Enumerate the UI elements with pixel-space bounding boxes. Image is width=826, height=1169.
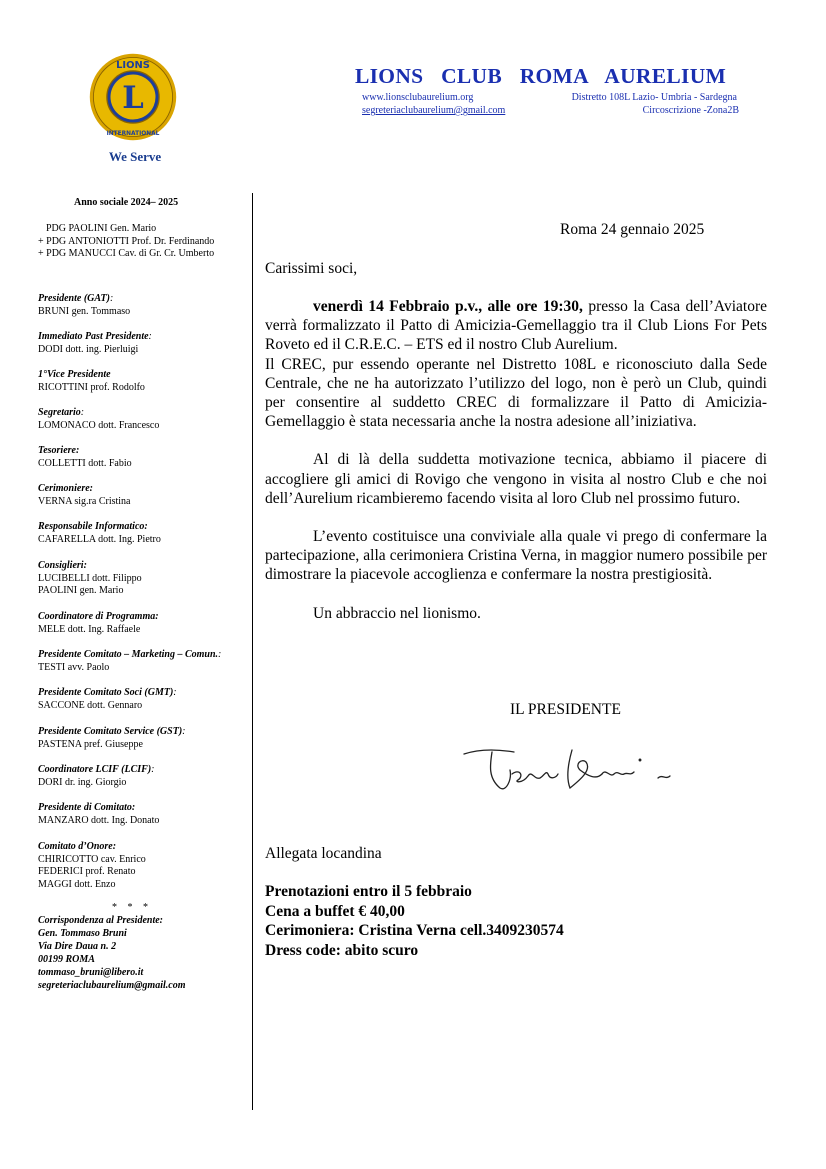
role-name: FEDERICI prof. Renato [38, 866, 136, 877]
role-name: LUCIBELLI dott. Filippo [38, 572, 142, 584]
role-block: 1°Vice Presidente RICOTTINI prof. Rodolfo [38, 369, 145, 393]
role-name: VERNA sig.ra Cristina [38, 495, 131, 507]
role-block: Presidente di Comitato: MANZARO dott. Ing. Donato [38, 802, 160, 826]
logo-text-top: LIONS [116, 60, 150, 72]
role-block: Presidente Comitato Service (GST): PASTENA pref. Giuseppe [38, 726, 186, 750]
role-name: MELE dott. Ing. Raffaele [38, 623, 141, 635]
correspondence-email[interactable]: tommaso_bruni@libero.it [38, 967, 144, 978]
signer-title: IL PRESIDENTE [510, 701, 621, 718]
attachment-note: Allegata locandina [265, 845, 382, 862]
role-block: Comitato d’Onore: CHIRICOTTO cav. Enrico FEDERICI prof. Renato MAGGI dott. Enzo [38, 841, 146, 890]
separator-stars: * * * [112, 902, 152, 913]
booking-line: Prenotazioni entro il 5 febbraio [265, 883, 472, 900]
role-block: Segretario: LOMONACO dott. Francesco [38, 407, 160, 431]
booking-line: Cena a buffet € 40,00 [265, 902, 405, 920]
role-block: Presidente Comitato – Marketing – Comun.: TESTI avv. Paolo [38, 649, 222, 673]
website-link[interactable]: www.lionsclubaurelium.org [362, 92, 474, 103]
role-name: DODI dott. ing. Pierluigi [38, 343, 139, 355]
logo-letter: L [122, 79, 144, 116]
circoscrizione-text: Circoscrizione -Zona2B [642, 105, 739, 116]
role-block: Coordinatore di Programma: MELE dott. Ing. Raffaele [38, 611, 159, 635]
pdg-line: + PDG ANTONIOTTI Prof. Dr. Ferdinando [38, 236, 215, 247]
booking-line: Cerimoniera: Cristina Verna cell.3409230574 [265, 922, 564, 939]
paragraph-1: venerdì 14 Febbraio p.v., alle ore 19:30, presso la Casa dell’Aviatore verrà formalizzato il Patto di Amicizia-Gemellaggio tra il Club Lions For Pets Roveto ed il C.R.E.C. – ETS ed il nostro Club Aurelium. [265, 298, 768, 354]
role-name: MAGGI dott. Enzo [38, 878, 116, 890]
greeting: Carissimi soci, [265, 260, 358, 277]
correspondence-block [38, 914, 186, 992]
role-block: Presidente Comitato Soci (GMT): SACCONE dott. Gennaro [38, 687, 177, 711]
booking-info [265, 882, 564, 960]
correspondence-line: Corrispondenza al Presidente: [38, 915, 164, 926]
role-block: Cerimoniere: VERNA sig.ra Cristina [38, 483, 131, 507]
vertical-divider [252, 193, 253, 1110]
correspondence-email[interactable]: segreteriaclubaurelium@gmail.com [38, 980, 186, 991]
role-name: COLLETTI dott. Fabio [38, 457, 132, 469]
signature-image [462, 740, 672, 800]
role-name: PASTENA pref. Giuseppe [38, 738, 143, 750]
paragraph-2: Il CREC, pur essendo operante nel Distretto 108L e riconosciuto dalla Sede Centrale, che ne ha autorizzato l’utilizzo del logo, non è però un Club, quindi per consentire al suddetto CREC di formalizzare il Patto di Amicizia-Gemellaggio è stata necessaria anche la nostra adesione all’iniziativa. [265, 355, 767, 431]
booking-line: Dress code: abito scuro [265, 941, 419, 959]
letter-body [265, 297, 767, 623]
paragraph-4: L’evento costituisce una conviviale alla quale vi prego di confermare la partecipazione, alla cerimoniera Cristina Verna, in maggior numero possibile per dimostrare la piacevole accoglienza e confermare la nostra prestigiosità. [265, 528, 767, 584]
social-year: Anno sociale 2024– 2025 [74, 197, 179, 208]
role-name: SACCONE dott. Gennaro [38, 699, 143, 711]
paragraph-3: Al di là della suddetta motivazione tecnica, abbiamo il piacere di accogliere gli amici di Rovigo che vengono in visita al nostro Club e che noi dell’Aurelium ricambieremo facendo visita al loro Club nel prossimo futuro. [265, 451, 767, 507]
correspondence-line: 00199 ROMA [38, 954, 95, 965]
role-block: Tesoriere: COLLETTI dott. Fabio [38, 445, 132, 469]
role-name: CHIRICOTTO cav. Enrico [38, 853, 146, 865]
role-name: PAOLINI gen. Mario [38, 585, 124, 596]
correspondence-line: Via Dire Daua n. 2 [38, 941, 117, 952]
role-block: Responsabile Informatico: CAFARELLA dott. Ing. Pietro [38, 521, 161, 545]
role-name: MANZARO dott. Ing. Donato [38, 814, 160, 826]
email-link[interactable]: segreteriaclubaurelium@gmail.com [362, 105, 506, 116]
role-block: Immediato Past Presidente: DODI dott. ing. Pierluigi [38, 331, 152, 355]
role-name: RICOTTINI prof. Rodolfo [38, 381, 145, 393]
correspondence-line: Gen. Tommaso Bruni [38, 928, 127, 939]
role-block: Coordinatore LCIF (LCIF): DORI dr. ing. Giorgio [38, 764, 155, 788]
pdg-line: PDG PAOLINI Gen. Mario [46, 223, 157, 234]
letter-date: Roma 24 gennaio 2025 [560, 221, 705, 238]
district-text: Distretto 108L Lazio- Umbria - Sardegna [571, 92, 737, 103]
logo-text-bottom: INTERNATIONAL [106, 130, 160, 137]
role-name: BRUNI gen. Tommaso [38, 305, 131, 317]
motto: We Serve [108, 149, 162, 164]
role-name: TESTI avv. Paolo [38, 661, 110, 673]
role-block: Presidente (GAT): BRUNI gen. Tommaso [38, 293, 131, 317]
role-block: Consiglieri: LUCIBELLI dott. Filippo PAOLINI gen. Mario [38, 560, 142, 596]
role-name: LOMONACO dott. Francesco [38, 419, 160, 431]
pdg-line: + PDG MANUCCI Cav. di Gr. Cr. Umberto [38, 248, 215, 259]
lions-logo [88, 52, 178, 142]
role-name: CAFARELLA dott. Ing. Pietro [38, 533, 161, 545]
closing: Un abbraccio nel lionismo. [313, 604, 481, 622]
role-name: DORI dr. ing. Giorgio [38, 776, 127, 788]
club-title: LIONS CLUB ROMA AURELIUM [355, 64, 727, 88]
